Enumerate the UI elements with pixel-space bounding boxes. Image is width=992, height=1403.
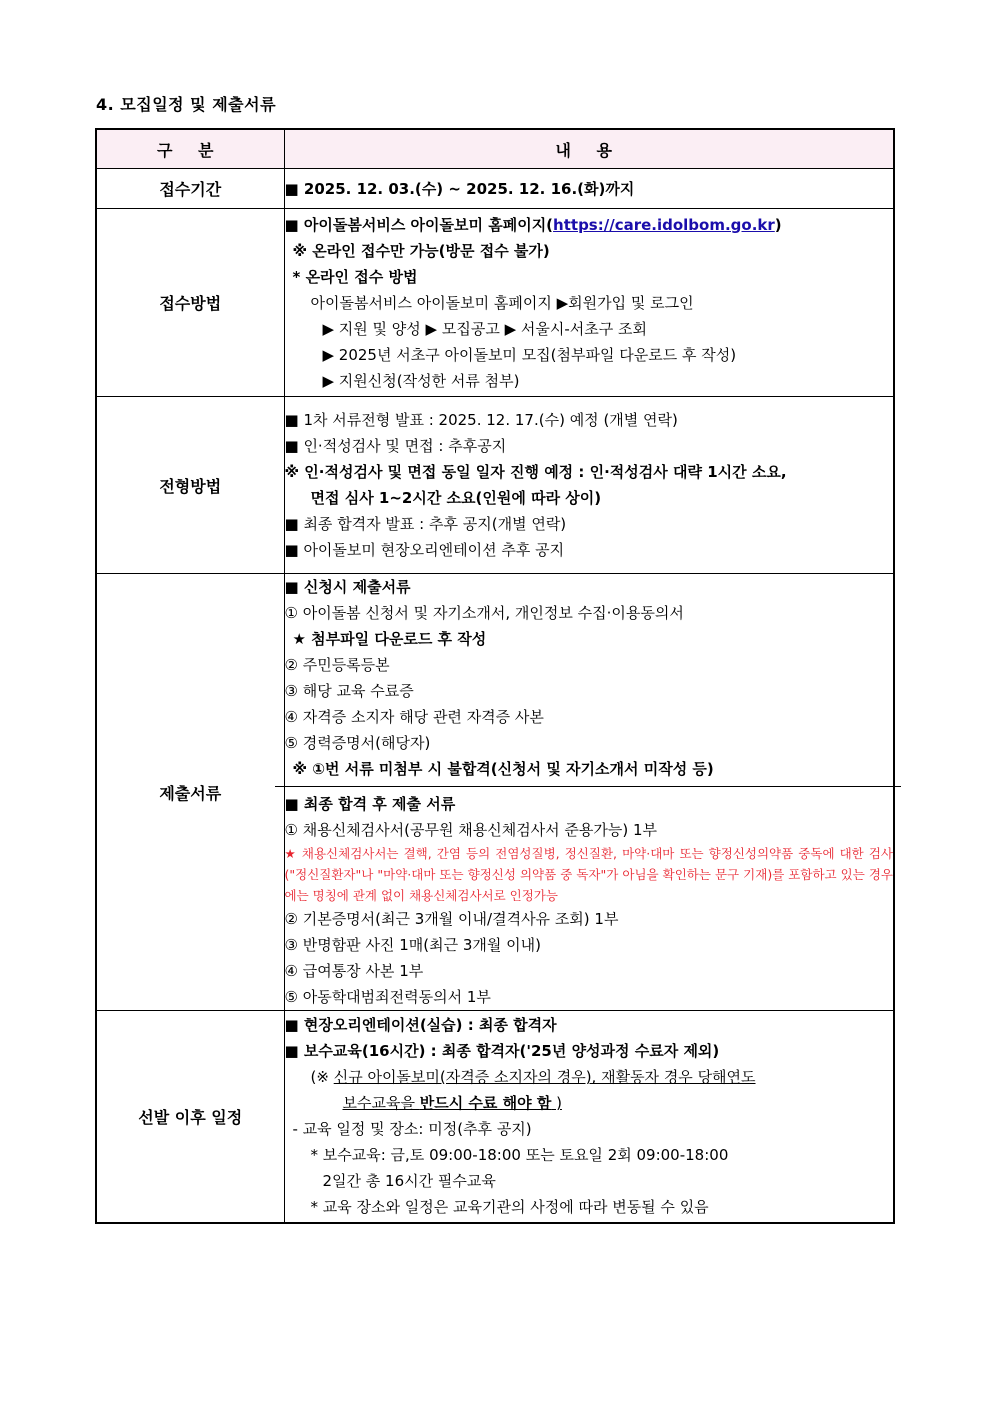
docs-apply-note: ※ ①번 서류 미첨부 시 불합격(신청서 및 자기소개서 미작성 등) (292, 760, 714, 778)
after-content (284, 1011, 894, 1223)
row-method (96, 209, 894, 397)
after-line-6: * 보수교육: 금,토 09:00-18:00 또는 토요일 2회 09:00-18:00 (310, 1146, 729, 1165)
after-line-4 (285, 1090, 894, 1116)
selection-line-1: ■ 1차 서류전형 발표 : 2025. 12. 17.(수) 예정 (개별 연락) (284, 411, 678, 429)
after-line-4-b: 반드시 수료 해야 함 (419, 1094, 552, 1113)
after-line-2: ■ 보수교육(16시간) : 최종 합격자('25년 양성과정 수료자 제외) (284, 1042, 720, 1061)
selection-line-6: ■ 아이돌보미 현장오리엔테이션 추후 공지 (284, 541, 565, 559)
row-label-selection: 전형방법 (96, 397, 284, 574)
row-label-after: 선발 이후 일정 (96, 1011, 284, 1223)
after-line-4-c: ) (551, 1094, 562, 1113)
period-content (284, 169, 894, 209)
selection-line-5: ■ 최종 합격자 발표 : 추후 공지(개별 연락) (284, 515, 567, 533)
after-line-3-open: (※ (310, 1068, 334, 1087)
docs-apply-2: ② 주민등록등본 (284, 656, 390, 674)
after-line-4-a: 보수교육을 (342, 1094, 420, 1113)
documents-content (284, 574, 894, 1011)
selection-content (284, 397, 894, 574)
recruitment-table (95, 128, 895, 1224)
after-line-1: ■ 현장오리엔테이션(실습) : 최종 합격자 (284, 1016, 557, 1035)
method-line-7: ▶ 지원신청(작성한 서류 첨부) (322, 371, 520, 390)
method-line-3: * 온라인 접수 방법 (292, 267, 418, 286)
header-category: 구 분 (96, 129, 284, 169)
method-line-1 (285, 212, 894, 238)
docs-final-1: ① 채용신체검사서(공무원 채용신체검사서 준용가능) 1부 (284, 821, 658, 839)
row-documents (96, 574, 894, 1011)
row-label-documents: 제출서류 (96, 574, 284, 1011)
method-line-1-suffix: ) (774, 215, 782, 234)
row-label-period: 접수기간 (96, 169, 284, 209)
docs-final-red-note: ★ 채용신체검사서는 결핵, 간염 등의 전염성질병, 정신질환, 마약·대마 또는 향정신성의약품 중독에 대한 검사("정신질환자"나 "마약·대마 또는 향정신성 의약품 중 독자"가 아님을 확인하는 문구 기재)를 포함하고 있는 경우에는 명칭에 관계 없이 채용신체검사서로 인정가능 (284, 846, 893, 903)
method-line-6: ▶ 2025년 서초구 아이돌보미 모집(첨부파일 다운로드 후 작성) (322, 345, 737, 364)
method-line-2: ※ 온라인 접수만 가능(방문 접수 불가) (292, 241, 550, 260)
docs-final-3: ③ 반명함판 사진 1매(최근 3개월 이내) (284, 936, 541, 954)
after-line-5: - 교육 일정 및 장소: 미정(추후 공지) (292, 1120, 532, 1139)
docs-final-section (275, 786, 902, 1010)
docs-apply-5: ⑤ 경력증명서(해당자) (284, 734, 431, 752)
docs-apply-title: ■ 신청시 제출서류 (284, 578, 411, 596)
method-line-5: ▶ 지원 및 양성 ▶ 모집공고 ▶ 서울시-서초구 조회 (322, 319, 647, 338)
row-after (96, 1011, 894, 1223)
row-label-method: 접수방법 (96, 209, 284, 397)
method-line-4: 아이돌봄서비스 아이돌보미 홈페이지 ▶회원가입 및 로그인 (310, 293, 694, 312)
after-line-7: 2일간 총 16시간 필수교육 (322, 1172, 496, 1191)
page-title: 4. 모집일정 및 제출서류 (96, 95, 277, 114)
method-line-1-prefix: ■ 아이돌봄서비스 아이돌보미 홈페이지( (284, 215, 554, 234)
row-selection (96, 397, 894, 574)
after-line-3-text: 신규 아이돌보미(자격증 소지자의 경우), 재활동자 경우 당해연도 (333, 1068, 756, 1087)
homepage-link[interactable]: https://care.idolbom.go.kr (553, 215, 775, 234)
docs-apply-3: ③ 해당 교육 수료증 (284, 682, 414, 700)
row-period (96, 169, 894, 209)
docs-final-2: ② 기본증명서(최근 3개월 이내/결격사유 조회) 1부 (284, 910, 619, 928)
docs-apply-4: ④ 자격증 소지자 해당 관련 자격증 사본 (284, 708, 544, 726)
docs-apply-1: ① 아이돌봄 신청서 및 자기소개서, 개인정보 수집·이용동의서 (284, 604, 684, 622)
after-line-8: * 교육 장소와 일정은 교육기관의 사정에 따라 변동될 수 있음 (310, 1198, 709, 1217)
selection-line-3: ※ 인·적성검사 및 면접 동일 일자 진행 예정 : 인·적성검사 대략 1시간 소요, (284, 463, 787, 481)
method-content (284, 209, 894, 397)
docs-apply-star: ★ 첨부파일 다운로드 후 작성 (292, 630, 487, 648)
selection-line-4: 면접 심사 1~2시간 소요(인원에 따라 상이) (310, 489, 602, 507)
after-line-3 (285, 1064, 894, 1090)
docs-final-5: ⑤ 아동학대범죄전력동의서 1부 (284, 988, 491, 1006)
table-header-row (96, 129, 894, 169)
header-content: 내 용 (284, 129, 894, 169)
docs-final-title: ■ 최종 합격 후 제출 서류 (284, 795, 456, 813)
docs-final-4: ④ 급여통장 사본 1부 (284, 962, 424, 980)
period-line: ■ 2025. 12. 03.(수) ~ 2025. 12. 16.(화)까지 (284, 179, 635, 198)
selection-line-2: ■ 인·적성검사 및 면접 : 추후공지 (284, 437, 507, 455)
